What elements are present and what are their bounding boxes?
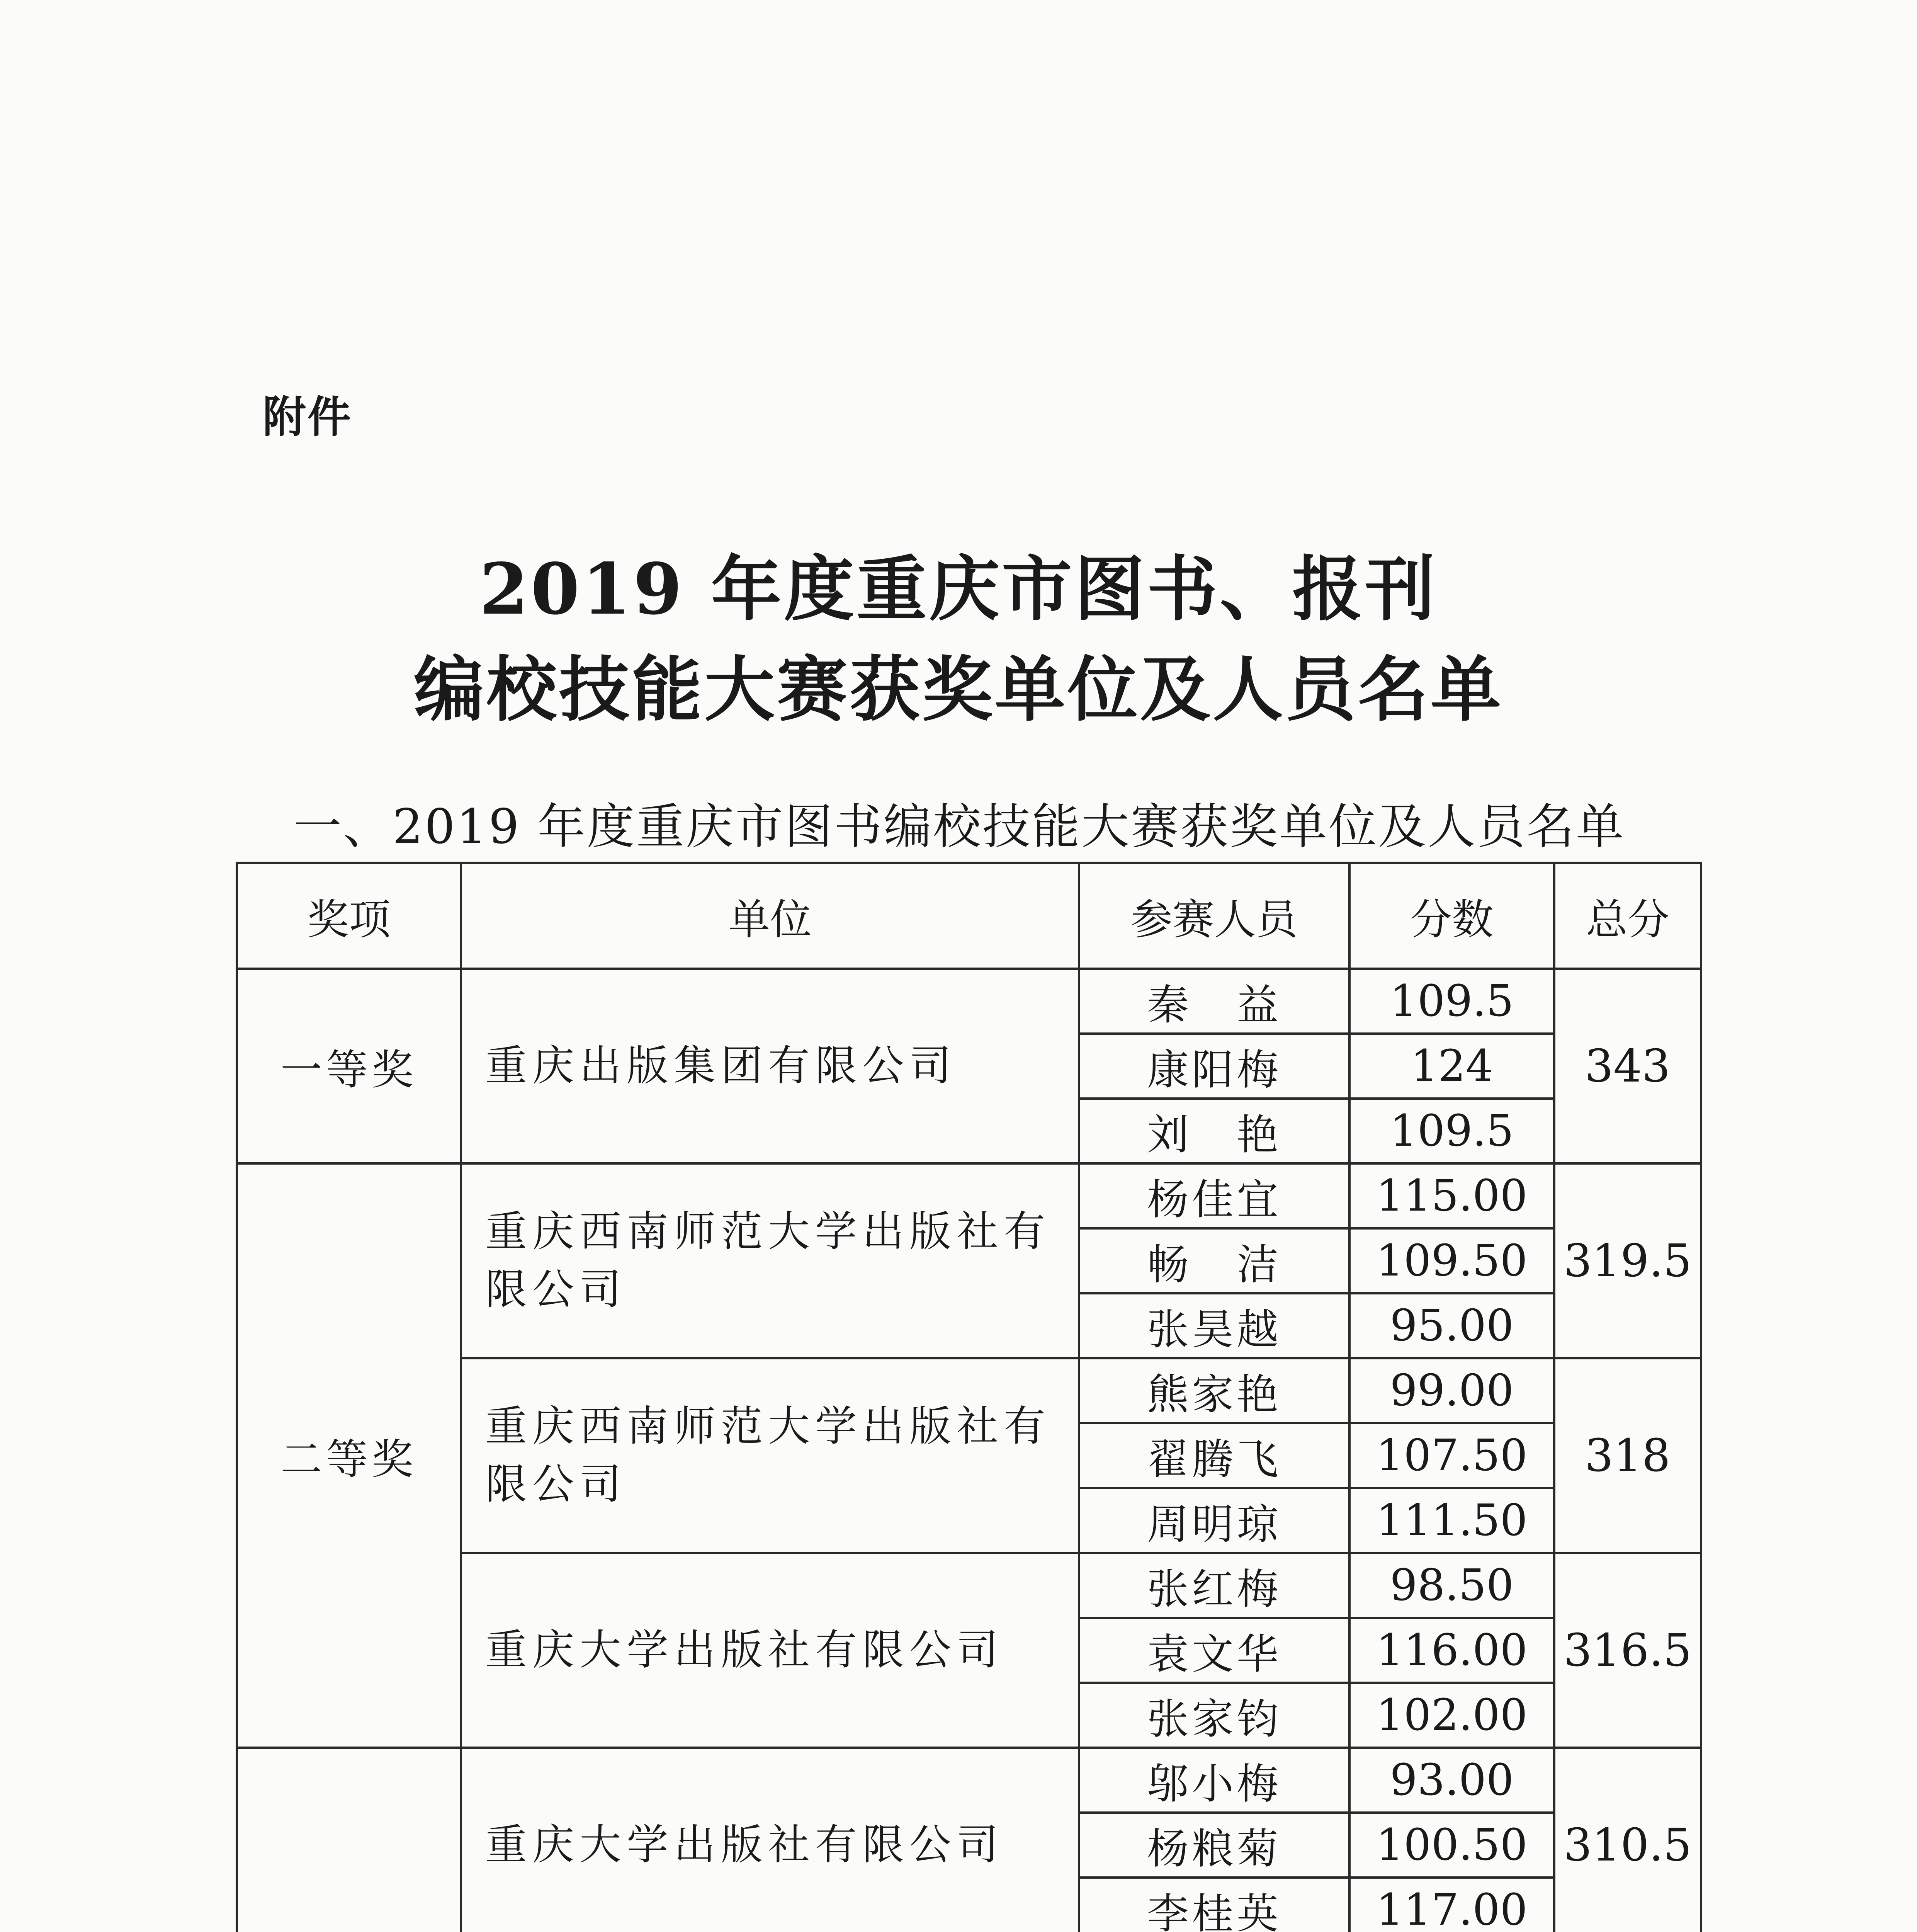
section-heading: 一、2019 年度重庆市图书编校技能大赛获奖单位及人员名单: [294, 799, 1625, 855]
score-cell: 93.00: [1349, 1748, 1554, 1813]
unit-cell: 重庆大学出版社有限公司: [461, 1553, 1079, 1748]
total-cell: 343: [1554, 969, 1701, 1163]
awards-table-body: [237, 969, 1701, 1932]
score-cell: 98.50: [1349, 1553, 1554, 1618]
total-cell: 310.5: [1554, 1748, 1701, 1932]
participant-cell: 袁文华: [1079, 1618, 1349, 1683]
participant-cell: 秦 益: [1079, 969, 1349, 1034]
table-row: [237, 1748, 1701, 1813]
awards-table: [236, 862, 1702, 1932]
attachment-label: 附件: [263, 392, 352, 442]
participant-cell: 刘 艳: [1079, 1099, 1349, 1163]
participant-cell: 杨粮菊: [1079, 1813, 1349, 1878]
score-cell: 116.00: [1349, 1618, 1554, 1683]
unit-cell: 重庆大学出版社有限公司: [461, 1748, 1079, 1932]
participant-cell: 翟腾飞: [1079, 1423, 1349, 1488]
participant-cell: 张家钧: [1079, 1683, 1349, 1748]
unit-cell: 重庆出版集团有限公司: [461, 969, 1079, 1163]
total-cell: 318: [1554, 1358, 1701, 1553]
score-cell: 107.50: [1349, 1423, 1554, 1488]
score-cell: 99.00: [1349, 1358, 1554, 1423]
score-cell: 95.00: [1349, 1293, 1554, 1358]
score-cell: 109.50: [1349, 1228, 1554, 1293]
table-row: [237, 1163, 1701, 1228]
participant-cell: 熊家艳: [1079, 1358, 1349, 1423]
table-header-row: [237, 863, 1701, 969]
table-row: [237, 969, 1701, 1034]
award-cell: 一等奖: [237, 969, 461, 1163]
score-cell: 111.50: [1349, 1488, 1554, 1553]
participant-cell: 畅 洁: [1079, 1228, 1349, 1293]
score-cell: 100.50: [1349, 1813, 1554, 1878]
score-cell: 102.00: [1349, 1683, 1554, 1748]
score-cell: 124: [1349, 1034, 1554, 1099]
score-cell: 117.00: [1349, 1878, 1554, 1932]
unit-cell: 重庆西南师范大学出版社有限公司: [461, 1163, 1079, 1358]
header-award: 奖项: [237, 863, 461, 969]
participant-cell: 杨佳宜: [1079, 1163, 1349, 1228]
participant-cell: 张红梅: [1079, 1553, 1349, 1618]
total-cell: 316.5: [1554, 1553, 1701, 1748]
unit-cell: 重庆西南师范大学出版社有限公司: [461, 1358, 1079, 1553]
total-cell: 319.5: [1554, 1163, 1701, 1358]
score-cell: 109.5: [1349, 969, 1554, 1034]
score-cell: 109.5: [1349, 1099, 1554, 1163]
document-title-line1: 2019 年度重庆市图书、报刊: [479, 548, 1438, 630]
score-cell: 115.00: [1349, 1163, 1554, 1228]
participant-cell: 张昊越: [1079, 1293, 1349, 1358]
participant-cell: 康阳梅: [1079, 1034, 1349, 1099]
award-cell: [237, 1748, 461, 1932]
header-total: 总分: [1554, 863, 1701, 969]
document-title-line2: 编校技能大赛获奖单位及人员名单: [414, 648, 1503, 731]
award-cell: 二等奖: [237, 1163, 461, 1748]
header-score: 分数: [1349, 863, 1554, 969]
participant-cell: 周明琼: [1079, 1488, 1349, 1553]
header-unit: 单位: [461, 863, 1079, 969]
participant-cell: 李桂英: [1079, 1878, 1349, 1932]
header-participants: 参赛人员: [1079, 863, 1349, 969]
participant-cell: 邬小梅: [1079, 1748, 1349, 1813]
